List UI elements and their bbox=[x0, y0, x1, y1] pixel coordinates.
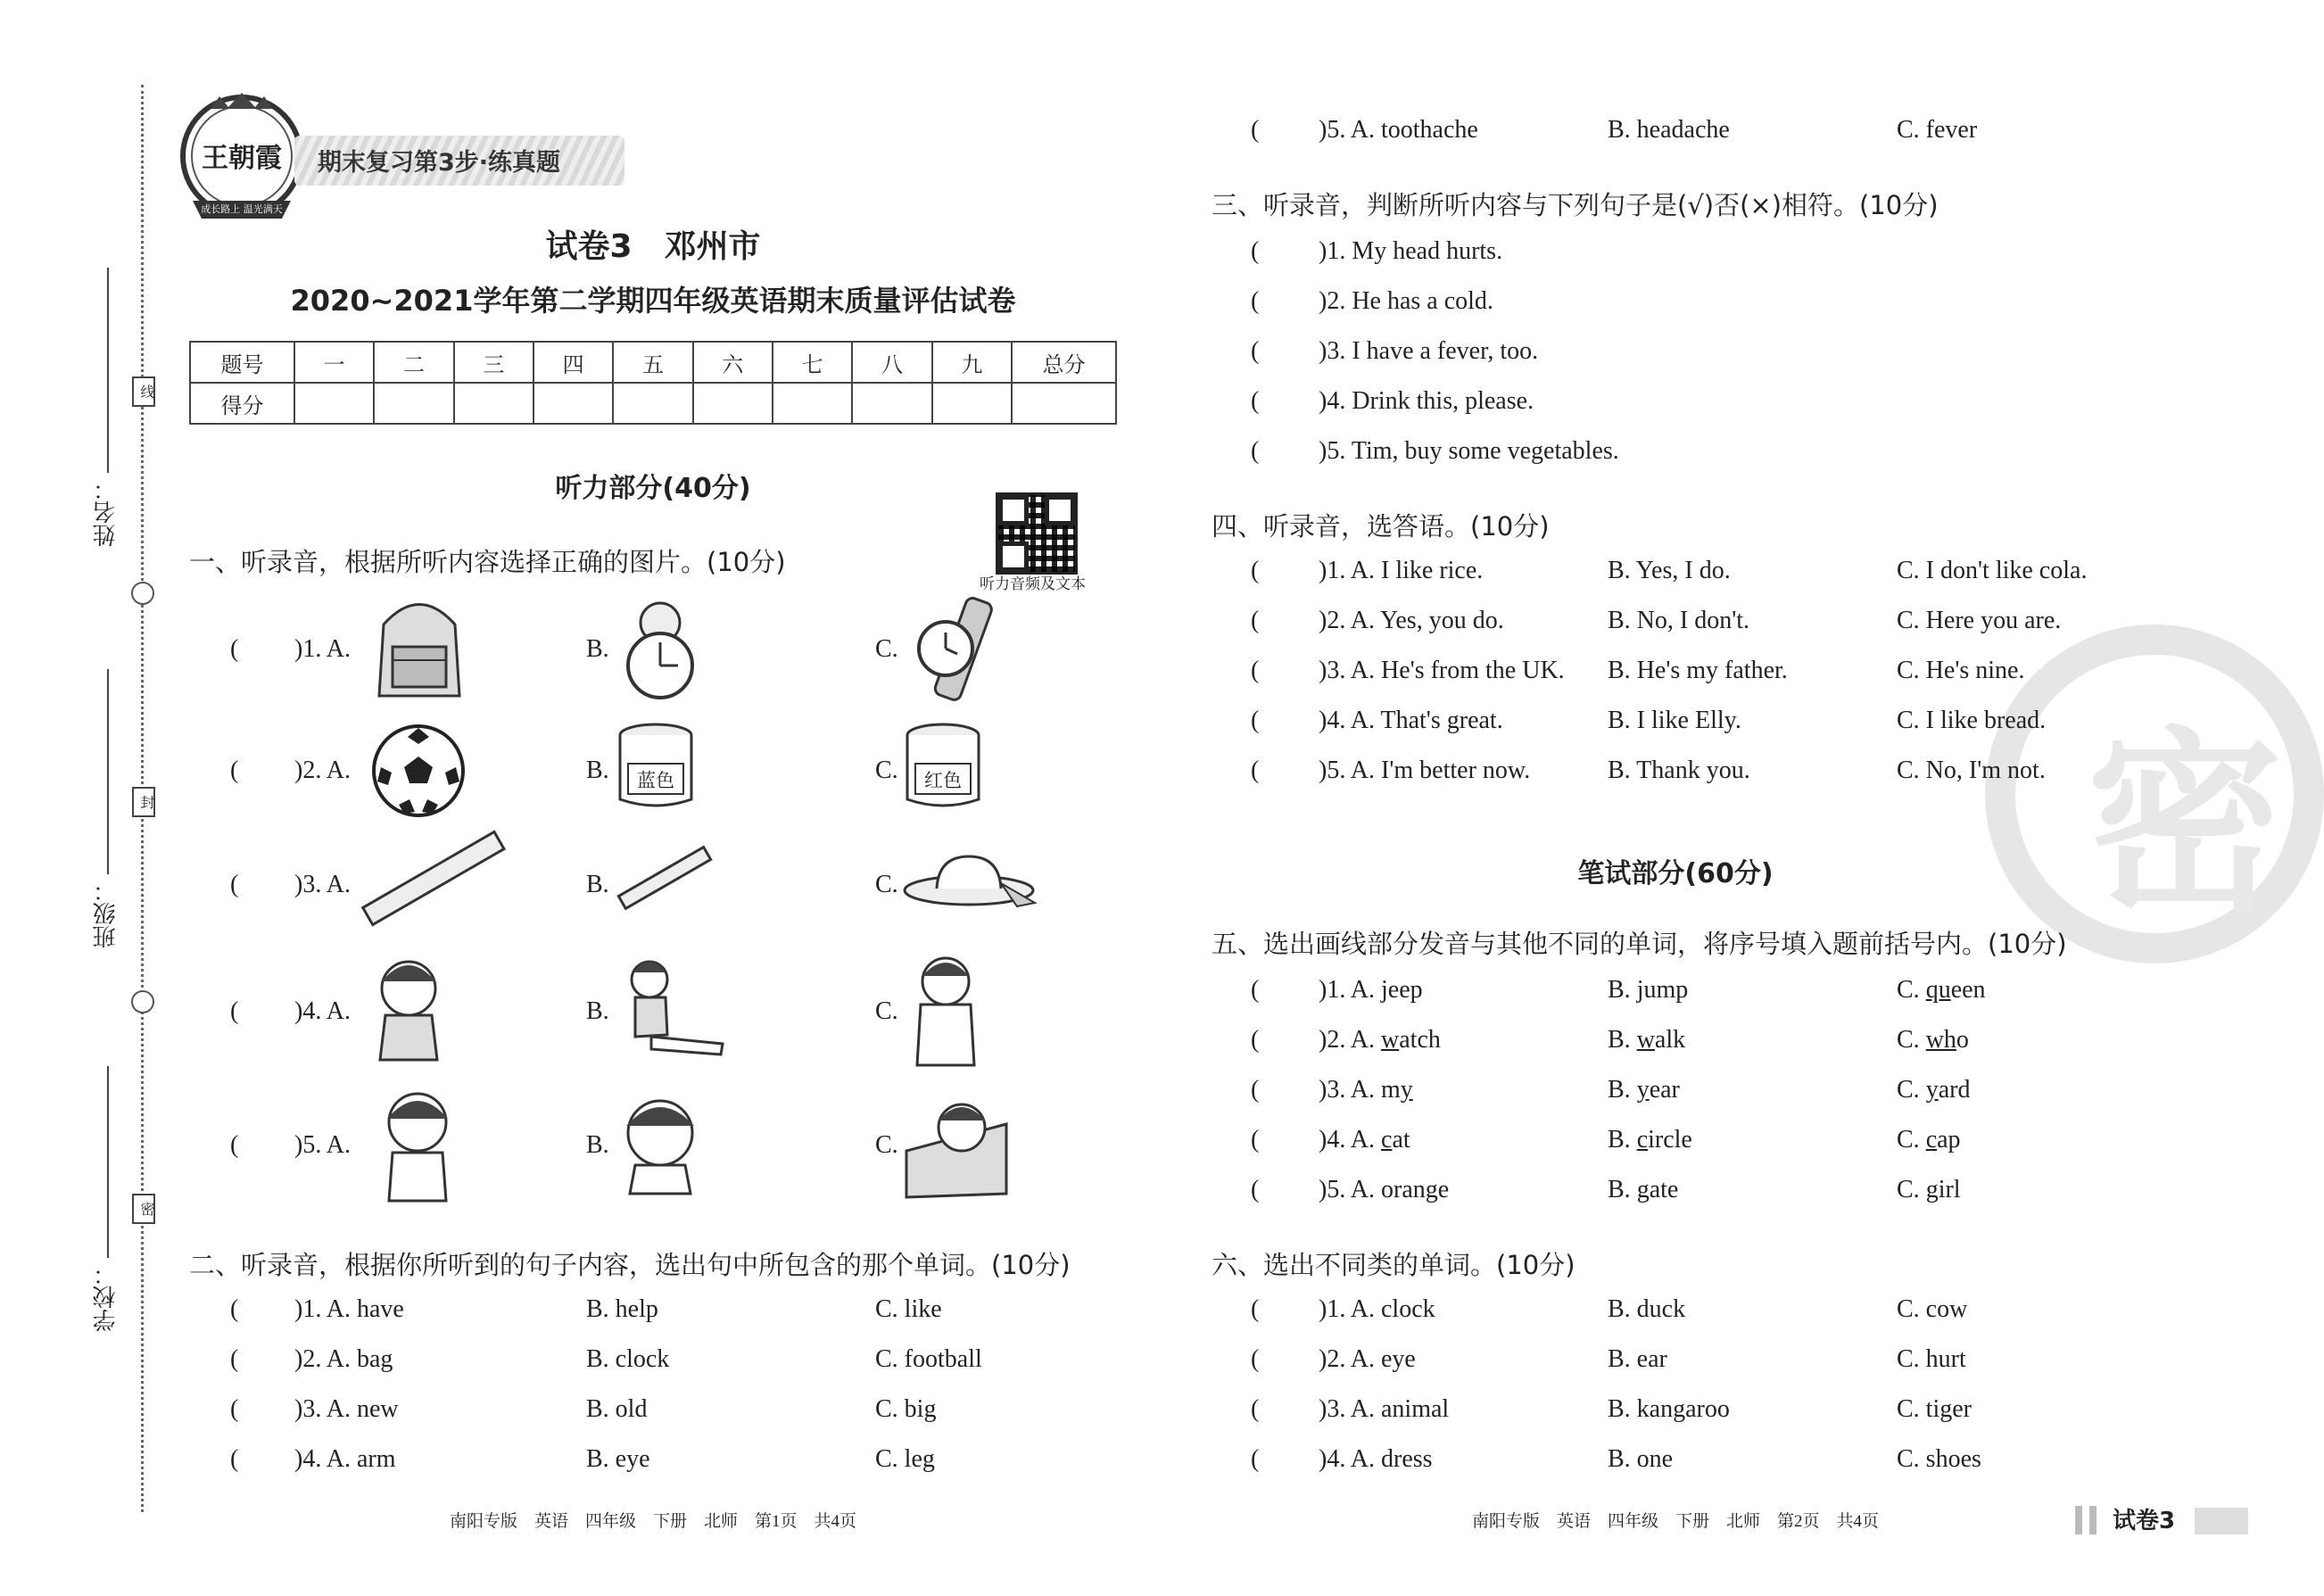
option-c: C. shoes bbox=[1897, 1445, 1981, 1473]
football-picture bbox=[370, 723, 468, 824]
answer-paren[interactable]: ( bbox=[1251, 116, 1260, 144]
option-b: B. old bbox=[586, 1395, 648, 1423]
option-b: B. circle bbox=[1608, 1126, 1692, 1154]
score-cell[interactable] bbox=[773, 383, 852, 424]
answer-paren[interactable]: ( bbox=[230, 1345, 239, 1373]
paint-can-red-picture bbox=[903, 723, 983, 812]
answer-paren[interactable]: ( bbox=[1251, 437, 1260, 465]
option-c: C. football bbox=[875, 1345, 982, 1373]
option-a: )3. A. my bbox=[1319, 1076, 1413, 1104]
short-ruler-picture bbox=[616, 848, 714, 914]
item-number: )4. A. bbox=[294, 997, 351, 1025]
logo-subtext: 成长路上 温光满天 bbox=[201, 203, 283, 215]
answer-paren[interactable]: ( bbox=[1251, 1345, 1260, 1373]
option-a: )4. A. That's great. bbox=[1319, 707, 1503, 734]
brand-logo bbox=[175, 89, 309, 223]
answer-paren[interactable]: ( bbox=[1251, 387, 1260, 415]
banner bbox=[294, 136, 624, 186]
score-cell[interactable] bbox=[852, 383, 931, 424]
answer-paren[interactable]: ( bbox=[230, 757, 239, 784]
long-ruler-picture bbox=[361, 830, 504, 931]
exam-title: 试卷3 邓州市 bbox=[545, 228, 761, 265]
option-a: )1. A. jeep bbox=[1319, 976, 1423, 1004]
option-c-label: C. bbox=[875, 757, 898, 784]
option-b: B. kangaroo bbox=[1608, 1395, 1730, 1423]
answer-paren[interactable]: ( bbox=[1251, 1026, 1260, 1054]
score-head-cell: 四 bbox=[533, 342, 613, 383]
option-c-label: C. bbox=[875, 997, 898, 1025]
answer-paren[interactable]: ( bbox=[1251, 657, 1260, 684]
option-c: C. leg bbox=[875, 1445, 935, 1473]
option-c-label: C. bbox=[875, 1131, 898, 1159]
score-head-cell: 五 bbox=[613, 342, 692, 383]
score-head-cell: 题号 bbox=[190, 342, 294, 383]
answer-paren[interactable]: ( bbox=[1251, 707, 1260, 734]
option-c: C. I like bread. bbox=[1897, 707, 2047, 734]
option-b: B. I like Elly. bbox=[1608, 707, 1741, 734]
statement: )5. Tim, buy some vegetables. bbox=[1319, 437, 1619, 465]
exam-subtitle: 2020~2021学年第二学期四年级英语期末质量评估试卷 bbox=[290, 284, 1016, 318]
page-tag-pattern bbox=[2075, 1506, 2104, 1534]
score-cell[interactable] bbox=[613, 383, 692, 424]
option-a: )1. A. I like rice. bbox=[1319, 557, 1484, 584]
option-c: C. queen bbox=[1897, 976, 1986, 1004]
footer-left: 南阳专版 英语 四年级 下册 北师 第1页 共4页 bbox=[449, 1512, 856, 1531]
option-b: B. Yes, I do. bbox=[1608, 557, 1731, 584]
score-cell[interactable] bbox=[693, 383, 773, 424]
section-4-header: 四、听录音，选答语。(10分) bbox=[1212, 511, 1550, 542]
option-c: C. I don't like cola. bbox=[1897, 557, 2088, 584]
option-b: B. headache bbox=[1608, 116, 1730, 144]
answer-paren[interactable]: ( bbox=[1251, 237, 1260, 265]
answer-paren[interactable]: ( bbox=[1251, 337, 1260, 365]
girl-hurt-arm-picture bbox=[366, 955, 455, 1065]
option-c: C. fever bbox=[1897, 116, 1978, 144]
option-c: C. big bbox=[875, 1395, 937, 1423]
seal-mark-feng: 封 bbox=[132, 787, 155, 817]
section-1-header: 一、听录音，根据所听内容选择正确的图片。(10分) bbox=[189, 547, 786, 577]
option-b: B. jump bbox=[1608, 976, 1689, 1004]
option-a: )3. A. He's from the UK. bbox=[1319, 657, 1565, 684]
answer-paren[interactable]: ( bbox=[1251, 1395, 1260, 1423]
answer-paren[interactable]: ( bbox=[230, 1295, 239, 1323]
punch-hole bbox=[131, 582, 154, 605]
answer-paren[interactable]: ( bbox=[1251, 607, 1260, 634]
qr-code[interactable] bbox=[996, 492, 1078, 575]
watermark-seal bbox=[1985, 624, 2324, 963]
punch-hole bbox=[131, 990, 154, 1013]
option-b-label: B. bbox=[586, 871, 609, 898]
can-label-red: 红色 bbox=[924, 770, 962, 791]
watch-picture bbox=[901, 593, 999, 708]
score-head-cell: 九 bbox=[932, 342, 1012, 383]
option-b: B. clock bbox=[586, 1345, 670, 1373]
girl-headache-picture bbox=[616, 1088, 705, 1199]
option-c: C. No, I'm not. bbox=[1897, 757, 2046, 784]
page-tag: 试卷3 bbox=[2113, 1508, 2176, 1534]
name-label: 姓名： bbox=[93, 477, 120, 547]
option-c: C. cap bbox=[1897, 1126, 1961, 1154]
answer-paren[interactable]: ( bbox=[1251, 1295, 1260, 1323]
item-number: )5. A. bbox=[294, 1131, 351, 1159]
school-blank[interactable] bbox=[107, 1066, 109, 1258]
option-a: )1. A. clock bbox=[1319, 1295, 1435, 1323]
option-c: C. girl bbox=[1897, 1176, 1961, 1203]
class-blank[interactable] bbox=[107, 669, 109, 874]
answer-paren[interactable]: ( bbox=[1251, 1176, 1260, 1203]
answer-paren[interactable]: ( bbox=[1251, 1126, 1260, 1154]
option-c: C. like bbox=[875, 1295, 942, 1323]
option-b: B. one bbox=[1608, 1445, 1674, 1473]
item-number: )2. A. bbox=[294, 757, 351, 784]
option-b: B. duck bbox=[1608, 1295, 1686, 1323]
girl-fever-in-bed-picture bbox=[903, 1088, 1010, 1203]
clock-picture bbox=[616, 596, 705, 707]
score-head-cell: 八 bbox=[852, 342, 931, 383]
option-b-label: B. bbox=[586, 757, 609, 784]
option-b: B. help bbox=[586, 1295, 658, 1323]
option-a: )5. A. toothache bbox=[1319, 116, 1478, 144]
option-c: C. He's nine. bbox=[1897, 657, 2025, 684]
school-label: 学校： bbox=[93, 1262, 120, 1332]
option-c-label: C. bbox=[875, 871, 898, 898]
score-cell[interactable] bbox=[932, 383, 1012, 424]
answer-paren[interactable]: ( bbox=[1251, 976, 1260, 1004]
option-b-label: B. bbox=[586, 1131, 609, 1159]
class-label: 班级： bbox=[93, 879, 120, 948]
option-a: )4. A. arm bbox=[294, 1445, 396, 1473]
score-cell[interactable] bbox=[1012, 383, 1116, 424]
answer-paren[interactable]: ( bbox=[230, 1395, 239, 1423]
option-b: B. ear bbox=[1608, 1345, 1667, 1373]
written-header: 笔试部分(60分) bbox=[1577, 858, 1774, 889]
option-a: )2. A. eye bbox=[1319, 1345, 1416, 1373]
score-head-cell: 二 bbox=[374, 342, 453, 383]
can-label-blue: 蓝色 bbox=[637, 770, 674, 791]
option-a: )1. A. have bbox=[294, 1295, 404, 1323]
section-3-header: 三、听录音，判断所听内容与下列句子是(√)否(×)相符。(10分) bbox=[1212, 190, 1939, 220]
option-b: B. Thank you. bbox=[1608, 757, 1750, 784]
option-a: )4. A. cat bbox=[1319, 1126, 1410, 1154]
score-cell[interactable] bbox=[374, 383, 453, 424]
name-blank[interactable] bbox=[107, 268, 109, 473]
option-c-label: C. bbox=[875, 635, 898, 663]
answer-paren[interactable]: ( bbox=[230, 1131, 239, 1159]
seal-mark-xian: 线 bbox=[132, 376, 155, 407]
logo-text: 王朝霞 bbox=[202, 143, 282, 174]
section-6-header: 六、选出不同类的单词。(10分) bbox=[1212, 1250, 1576, 1280]
section-2-header: 二、听录音，根据你所听到的句子内容，选出句中所包含的那个单词。(10分) bbox=[189, 1250, 1071, 1280]
boy-hurt-leg-picture bbox=[616, 955, 732, 1065]
option-b: B. gate bbox=[1608, 1176, 1679, 1203]
score-cell[interactable] bbox=[454, 383, 533, 424]
score-row-label: 得分 bbox=[190, 383, 294, 424]
footer-right: 南阳专版 英语 四年级 下册 北师 第2页 共4页 bbox=[1471, 1512, 1879, 1531]
score-cell[interactable] bbox=[533, 383, 613, 424]
option-b: B. No, I don't. bbox=[1608, 607, 1750, 634]
option-b: B. year bbox=[1608, 1076, 1680, 1104]
answer-paren[interactable]: ( bbox=[1251, 757, 1260, 784]
girl-toothache-picture bbox=[375, 1087, 464, 1206]
boy-stomachache-picture bbox=[903, 953, 992, 1072]
option-c: C. yard bbox=[1897, 1076, 1971, 1104]
option-a: )5. A. I'm better now. bbox=[1319, 757, 1531, 784]
item-number: )3. A. bbox=[294, 871, 351, 898]
option-a: )2. A. watch bbox=[1319, 1026, 1441, 1054]
option-a: )2. A. bag bbox=[294, 1345, 393, 1373]
score-head-cell: 六 bbox=[693, 342, 773, 383]
answer-paren[interactable]: ( bbox=[1251, 1445, 1260, 1473]
score-table bbox=[189, 341, 1117, 425]
option-b-label: B. bbox=[586, 635, 609, 663]
option-c: C. who bbox=[1897, 1026, 1969, 1054]
statement: )2. He has a cold. bbox=[1319, 287, 1493, 315]
score-head-cell: 七 bbox=[773, 342, 852, 383]
page-tag-bar bbox=[2195, 1508, 2248, 1534]
option-b: B. eye bbox=[586, 1445, 650, 1473]
option-a: )3. A. new bbox=[294, 1395, 399, 1423]
option-b: B. walk bbox=[1608, 1026, 1686, 1054]
option-a: )5. A. orange bbox=[1319, 1176, 1450, 1203]
hat-picture bbox=[901, 848, 1044, 922]
score-head-cell: 总分 bbox=[1012, 342, 1116, 383]
statement: )3. I have a fever, too. bbox=[1319, 337, 1539, 365]
option-a: )2. A. Yes, you do. bbox=[1319, 607, 1504, 634]
option-c: C. cow bbox=[1897, 1295, 1968, 1323]
item-number: )1. A. bbox=[294, 635, 351, 663]
section-5-header: 五、选出画线部分发音与其他不同的单词，将序号填入题前括号内。(10分) bbox=[1212, 929, 2067, 959]
answer-paren[interactable]: ( bbox=[1251, 1076, 1260, 1104]
banner-text: 期末复习第3步·练真题 bbox=[318, 149, 561, 177]
option-c: C. Here you are. bbox=[1897, 607, 2062, 634]
statement: )4. Drink this, please. bbox=[1319, 387, 1534, 415]
option-a: )3. A. animal bbox=[1319, 1395, 1450, 1423]
score-head-cell: 一 bbox=[294, 342, 374, 383]
seal-mark-mi: 密 bbox=[132, 1194, 155, 1224]
answer-paren[interactable]: ( bbox=[230, 997, 239, 1025]
option-b: B. He's my father. bbox=[1608, 657, 1788, 684]
listening-header: 听力部分(40分) bbox=[555, 473, 751, 504]
statement: )1. My head hurts. bbox=[1319, 237, 1503, 265]
answer-paren[interactable]: ( bbox=[230, 871, 239, 898]
answer-paren[interactable]: ( bbox=[230, 635, 239, 663]
option-a: )4. A. dress bbox=[1319, 1445, 1433, 1473]
qr-caption: 听力音频及文本 bbox=[980, 575, 1086, 592]
answer-paren[interactable]: ( bbox=[1251, 557, 1260, 584]
option-c: C. hurt bbox=[1897, 1345, 1966, 1373]
score-head-cell: 三 bbox=[454, 342, 533, 383]
option-c: C. tiger bbox=[1897, 1395, 1972, 1423]
answer-paren[interactable]: ( bbox=[230, 1445, 239, 1473]
score-cell[interactable] bbox=[294, 383, 374, 424]
watermark-char: 密 bbox=[2086, 710, 2283, 939]
answer-paren[interactable]: ( bbox=[1251, 287, 1260, 315]
option-b-label: B. bbox=[586, 997, 609, 1025]
backpack-picture bbox=[366, 589, 473, 708]
paint-can-blue-picture bbox=[616, 723, 696, 812]
